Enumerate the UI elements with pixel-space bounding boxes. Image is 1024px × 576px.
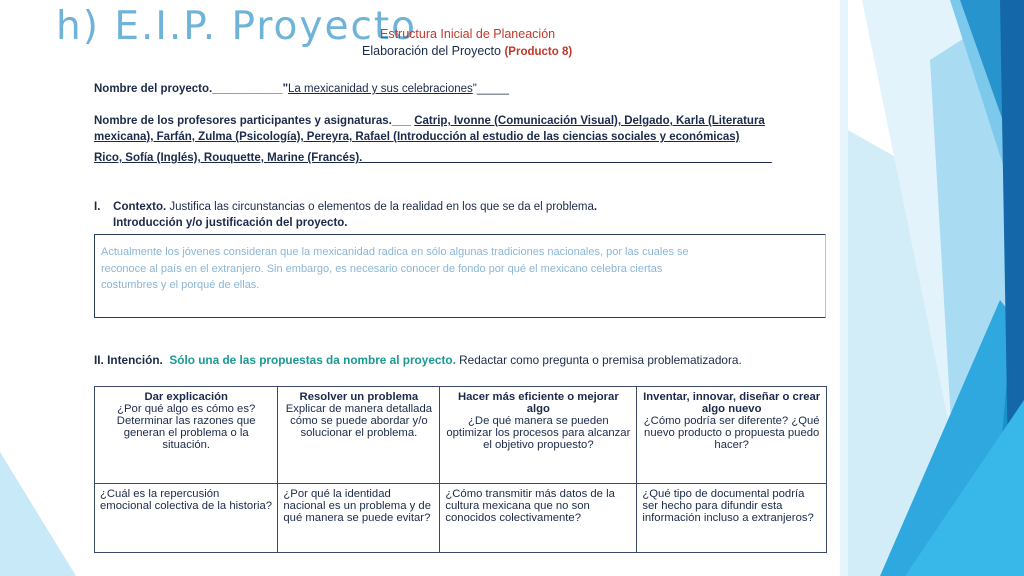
table-row-header bbox=[95, 387, 827, 484]
subtitle-structure: Estructura Inicial de Planeación bbox=[380, 27, 556, 41]
intention-instruction: Redactar como pregunta o premisa problematizadora. bbox=[459, 353, 742, 367]
context-instruction: Justifica las circunstancias o elementos de la realidad en los que se da el problema bbox=[169, 201, 594, 213]
col-title-improve: Hacer más eficiente o mejorar algo bbox=[457, 391, 619, 415]
context-subheading: Introducción y/o justificación del proyecto. bbox=[113, 217, 348, 229]
intention-heading bbox=[94, 353, 742, 367]
subtitle-elaboration bbox=[362, 44, 572, 58]
intention-title: II. Intención. bbox=[94, 353, 163, 367]
context-number: I. bbox=[94, 201, 101, 213]
teachers-line-2: mexicana), Farfán, Zulma (Psicología), Pereyra, Rafael (Introducción al estudio de las ciencias sociales y económicas) bbox=[94, 131, 740, 143]
answer-improve[interactable]: ¿Cómo transmitir más datos de la cultura mexicana que no son conocidos colectivamente? bbox=[440, 484, 637, 553]
col-desc-explain: ¿Por qué algo es cómo es? Determinar las razones que generan el problema o la situación. bbox=[116, 403, 256, 451]
left-triangle-shape bbox=[0, 452, 76, 576]
col-desc-solve: Explicar de manera detallada cómo se puede abordar y/o solucionar el problema. bbox=[285, 403, 433, 439]
answer-solve[interactable]: ¿Por qué la identidad nacional es un problema y de qué manera se puede evitar? bbox=[278, 484, 440, 553]
col-title-explain: Dar explicación bbox=[144, 391, 228, 403]
project-name-value: La mexicanidad y sus celebraciones bbox=[288, 83, 473, 95]
table-cell-explain bbox=[95, 387, 278, 484]
context-text-box[interactable] bbox=[94, 234, 826, 318]
project-name-label: Nombre del proyecto.___________" bbox=[94, 83, 289, 95]
context-body-line-2: reconoce al país en el extranjero. Sin embargo, es necesario conocer de fondo por qué el mexicano celebra ciertas bbox=[101, 262, 663, 275]
project-name-tail: "_____ bbox=[472, 83, 509, 95]
answer-explain[interactable]: ¿Cuál es la repercusión emocional colectiva de la historia? bbox=[95, 484, 278, 553]
col-title-solve: Resolver un problema bbox=[299, 391, 419, 403]
context-title: Contexto. bbox=[113, 201, 167, 213]
context-body-line-1: Actualmente los jóvenes consideran que la mexicanidad radica en sólo algunas tradiciones nacionales, por las cuales se bbox=[101, 246, 689, 258]
table-cell-solve bbox=[278, 387, 440, 484]
teachers-line-1 bbox=[94, 115, 765, 127]
context-dot: . bbox=[593, 201, 598, 213]
context-heading bbox=[94, 201, 597, 213]
col-title-invent: Inventar, innovar, diseñar o crear algo nuevo bbox=[643, 391, 821, 415]
product-label: (Producto 8) bbox=[504, 46, 573, 58]
answer-invent[interactable]: ¿Qué tipo de documental podría ser hecho para difundir esta información incluso a extranjeros? bbox=[637, 484, 827, 553]
col-desc-invent: ¿Cómo podría ser diferente? ¿Qué nuevo producto o propuesta puedo hacer? bbox=[643, 415, 820, 451]
table-cell-invent bbox=[637, 387, 827, 484]
intention-table bbox=[94, 386, 827, 553]
teachers-names-1: Catrip, Ivonne (Comunicación Visual), Delgado, Karla (Literatura bbox=[414, 115, 765, 127]
table-row-answers bbox=[95, 484, 827, 553]
slide-title: h) E.I.P. Proyecto bbox=[56, 4, 418, 49]
context-body-line-3: costumbres y el porqué de ellas. bbox=[101, 279, 260, 291]
col-desc-improve: ¿De qué manera se pueden optimizar los procesos para alcanzar el objetivo propuesto? bbox=[446, 415, 631, 451]
project-name-line bbox=[94, 83, 509, 95]
subtitle-elaboration-text: Elaboración del Proyecto bbox=[362, 44, 501, 58]
intention-emphasis: Sólo una de las propuestas da nombre al proyecto. bbox=[169, 353, 456, 367]
teachers-label: Nombre de los profesores participantes y asignaturas.___ bbox=[94, 115, 412, 127]
teachers-line-3: Rico, Sofía (Inglés), Rouquette, Marine (Francés).________________________________________________________________ bbox=[94, 152, 772, 164]
table-cell-improve bbox=[440, 387, 637, 484]
